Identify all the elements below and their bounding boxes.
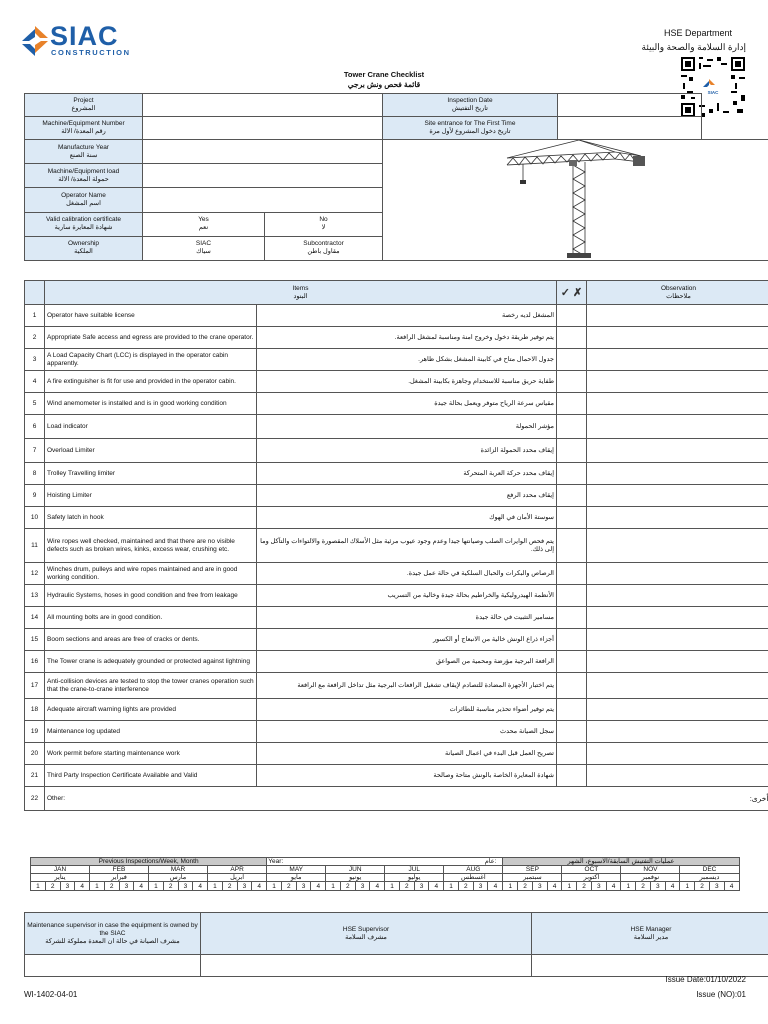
observation-cell[interactable] [587, 607, 768, 629]
row-number: 21 [25, 765, 45, 787]
week-cell[interactable]: 3 [119, 882, 134, 891]
week-cell[interactable]: 4 [429, 882, 444, 891]
month-label-ar: فبراير [90, 874, 149, 882]
item-text-ar: الأنظمة الهيدروليكية والخراطيم بحالة جيدة وخالية من التسريب [257, 585, 557, 607]
week-cell[interactable]: 1 [503, 882, 518, 891]
week-cell[interactable]: 3 [178, 882, 193, 891]
row-number: 1 [25, 305, 45, 327]
project-field[interactable] [143, 94, 383, 117]
item-text-en: A fire extinguisher is fit for use and provided in the operator cabin. [45, 371, 257, 393]
row-number: 16 [25, 651, 45, 673]
week-cell[interactable]: 1 [326, 882, 341, 891]
ownership-siac-option[interactable]: SIAC سياك [143, 236, 265, 260]
observation-cell[interactable] [587, 327, 768, 349]
observation-cell[interactable] [587, 585, 768, 607]
machine-number-field[interactable] [143, 117, 383, 140]
month-label: JAN [31, 866, 90, 874]
week-cell[interactable]: 4 [547, 882, 562, 891]
item-text-ar: شهادة المعايرة الخاصة بالونش متاحة وصالحة [257, 765, 557, 787]
week-cell[interactable]: 4 [665, 882, 680, 891]
week-cell[interactable]: 3 [355, 882, 370, 891]
item-text-en: Hoisting Limiter [45, 485, 257, 507]
row-number: 10 [25, 507, 45, 529]
item-text-en: Maintenance log updated [45, 721, 257, 743]
item-text-en: Anti-collision devices are tested to stop the tower cranes operation such that the crane-to-crane interference [45, 673, 257, 699]
year-label-ar: عام: [484, 858, 497, 865]
check-cell[interactable] [557, 439, 587, 463]
row-number: 4 [25, 371, 45, 393]
tower-crane-icon [383, 140, 768, 258]
week-cell[interactable]: 2 [281, 882, 296, 891]
checklist-row [25, 721, 768, 743]
item-text-ar: إيقاف محدد الرفع [257, 485, 557, 507]
week-cell[interactable]: 3 [709, 882, 724, 891]
week-cell[interactable]: 3 [532, 882, 547, 891]
item-text-ar: سجل الصيانة محدث [257, 721, 557, 743]
inspection-date-label: Inspection Date تاريخ التفتيش [383, 94, 558, 117]
item-text-ar: مقياس سرعة الرياح متوفر ويعمل بحالة جيدة [257, 393, 557, 415]
calibration-yes-option[interactable]: Yes نعم [143, 212, 265, 236]
checklist-row [25, 673, 768, 699]
check-cell[interactable] [557, 585, 587, 607]
checklist-row [25, 585, 768, 607]
observation-cell[interactable] [587, 415, 768, 439]
checklist-row [25, 507, 768, 529]
month-label-ar: ديسمبر [680, 874, 739, 882]
item-text-en: The Tower crane is adequately grounded or protected against lightning [45, 651, 257, 673]
check-cell[interactable] [557, 765, 587, 787]
check-cell[interactable] [557, 529, 587, 563]
item-text-en: Boom sections and areas are free of cracks or dents. [45, 629, 257, 651]
item-text-en: All mounting bolts are in good condition. [45, 607, 257, 629]
tick-icon: ✓ [560, 286, 570, 299]
logo-subtitle: CONSTRUCTION [51, 48, 131, 57]
week-cell[interactable]: 4 [252, 882, 267, 891]
site-entrance-label: Site entrance for The First Time تاريخ دخول المشروع لأول مرة [383, 117, 558, 140]
checklist-row-other [25, 787, 768, 811]
week-cell[interactable]: 4 [488, 882, 503, 891]
project-label: Project المشروع [25, 94, 143, 117]
row-number: 9 [25, 485, 45, 507]
previous-inspections-title: Previous Inspections/Week, Month [31, 858, 267, 866]
week-cell[interactable]: 2 [577, 882, 592, 891]
manufacture-year-label: Manufacture Year سنة الصنع [25, 140, 143, 164]
month-label-ar: يونيو [326, 874, 385, 882]
week-cell[interactable]: 3 [296, 882, 311, 891]
week-cell[interactable]: 1 [621, 882, 636, 891]
other-label-ar: أخرى: [257, 787, 768, 811]
item-text-en: Winches drum, pulleys and wire ropes maintained and are in good working condition. [45, 563, 257, 585]
item-text-en: Hydraulic Systems, hoses in good condition and free from leakage [45, 585, 257, 607]
item-text-en: Appropriate Safe access and egress are provided to the crane operator. [45, 327, 257, 349]
check-cell[interactable] [557, 743, 587, 765]
item-text-en: Load indicator [45, 415, 257, 439]
month-label: FEB [90, 866, 149, 874]
week-cell[interactable]: 2 [45, 882, 60, 891]
month-label-ar: اغسطس [444, 874, 503, 882]
week-cell[interactable]: 3 [650, 882, 665, 891]
month-label-ar: اكتوبر [562, 874, 621, 882]
row-number: 11 [25, 529, 45, 563]
week-cell[interactable]: 4 [311, 882, 326, 891]
week-cell[interactable]: 2 [636, 882, 651, 891]
check-cell[interactable] [557, 305, 587, 327]
year-label-en: Year: [268, 858, 284, 865]
checklist-row [25, 327, 768, 349]
observation-cell[interactable] [587, 463, 768, 485]
observation-cell[interactable] [587, 349, 768, 371]
hse-manager-label: HSE Manager مدير السلامة [532, 913, 768, 955]
week-cell[interactable]: 4 [370, 882, 385, 891]
week-cell[interactable]: 1 [90, 882, 105, 891]
week-cell[interactable]: 2 [163, 882, 178, 891]
row-number: 7 [25, 439, 45, 463]
row-number: 14 [25, 607, 45, 629]
hse-manager-signature-field[interactable] [532, 955, 768, 977]
month-label: SEP [503, 866, 562, 874]
item-text-ar: يتم فحص الوايرات الصلب وصيانتها جيدا وعدم وجود عيوب مرئية مثل الأسلاك المقصورة والالتواءات والتآكل وما إلى ذلك. [257, 529, 557, 563]
row-number: 20 [25, 743, 45, 765]
observation-cell[interactable] [587, 629, 768, 651]
check-cell[interactable] [557, 415, 587, 439]
month-label: MAY [267, 866, 326, 874]
month-label: JUN [326, 866, 385, 874]
calibration-label: Valid calibration certificate شهادة المعايرة سارية [25, 212, 143, 236]
signatures-table [24, 912, 768, 977]
observation-cell[interactable] [587, 371, 768, 393]
check-cell[interactable] [557, 393, 587, 415]
item-text-ar: يتم اختبار الأجهزة المضادة للتصادم لإيقاف تشغيل الرافعات البرجية مثل تداخل الرافعة مع الرافعة [257, 673, 557, 699]
month-label-ar: يوليو [385, 874, 444, 882]
item-text-ar: إيقاف محدد الحمولة الزائدة [257, 439, 557, 463]
row-number: 15 [25, 629, 45, 651]
week-cell[interactable]: 1 [267, 882, 282, 891]
crane-illustration [383, 140, 768, 261]
week-cell[interactable]: 1 [680, 882, 695, 891]
item-text-en: Wire ropes well checked, maintained and that there are no visible defects such as broken wires, kinks, excess wear, crushing etc. [45, 529, 257, 563]
week-cell[interactable]: 1 [149, 882, 164, 891]
week-cell[interactable]: 2 [458, 882, 473, 891]
month-label: MAR [149, 866, 208, 874]
week-cell[interactable]: 4 [75, 882, 90, 891]
issue-date: Issue Date:01/10/2022 [665, 975, 746, 984]
checklist-row [25, 349, 768, 371]
week-cell[interactable]: 1 [31, 882, 46, 891]
document-code: WI-1402-04-01 [24, 990, 78, 999]
info-table [24, 93, 768, 261]
month-label: JUL [385, 866, 444, 874]
checklist-row [25, 305, 768, 327]
observation-header: Observation ملاحظات [587, 281, 768, 305]
checklist-row [25, 629, 768, 651]
month-label-ar: نوفمبر [621, 874, 680, 882]
row-number: 19 [25, 721, 45, 743]
month-label: DEC [680, 866, 739, 874]
checklist-row [25, 563, 768, 585]
observation-cell[interactable] [587, 651, 768, 673]
maintenance-supervisor-signature-field[interactable] [25, 955, 201, 977]
department-ar: إدارة السلامة والصحة والبيئة [641, 42, 746, 52]
siac-logo-mark-icon [22, 26, 48, 56]
check-cell[interactable] [557, 629, 587, 651]
manufacture-year-field[interactable] [143, 140, 383, 164]
row-number: 18 [25, 699, 45, 721]
site-entrance-field[interactable] [558, 117, 702, 140]
row-number: 22 [25, 787, 45, 811]
form-title-en: Tower Crane Checklist [343, 70, 425, 79]
logo-name: SIAC [50, 21, 119, 51]
row-number: 8 [25, 463, 45, 485]
cross-icon: ✗ [573, 286, 583, 299]
item-text-en: Third Party Inspection Certificate Available and Valid [45, 765, 257, 787]
item-text-ar: المشغل لديه رخصة [257, 305, 557, 327]
hse-supervisor-label: HSE Supervisor مشرف السلامة [201, 913, 532, 955]
check-cell[interactable] [557, 507, 587, 529]
observation-cell[interactable] [587, 743, 768, 765]
check-cell[interactable] [557, 607, 587, 629]
observation-cell[interactable] [587, 721, 768, 743]
check-cell[interactable] [557, 651, 587, 673]
checklist-row [25, 393, 768, 415]
ownership-label: Ownership الملكية [25, 236, 143, 260]
month-label: AUG [444, 866, 503, 874]
week-cell[interactable]: 3 [60, 882, 75, 891]
item-text-ar: طفاية حريق مناسبة للاستخدام وجاهزة بكابينة المشغل. [257, 371, 557, 393]
inspection-date-field[interactable] [558, 94, 702, 117]
item-text-ar: إيقاف محدد حركة العربة المتحركة [257, 463, 557, 485]
form-title-ar: قائمة فحص ونش برجي [347, 80, 421, 89]
equipment-load-field[interactable] [143, 164, 383, 188]
row-number: 3 [25, 349, 45, 371]
week-cell[interactable]: 3 [414, 882, 429, 891]
observation-cell[interactable] [587, 563, 768, 585]
item-text-en: Adequate aircraft warning lights are provided [45, 699, 257, 721]
checklist-row [25, 371, 768, 393]
check-cell[interactable] [557, 349, 587, 371]
year-field[interactable] [267, 858, 503, 866]
row-number: 2 [25, 327, 45, 349]
month-label: APR [208, 866, 267, 874]
item-text-ar: مسامير التثبيت في حالة جيدة [257, 607, 557, 629]
observation-cell[interactable] [587, 393, 768, 415]
item-text-en: Work permit before starting maintenance work [45, 743, 257, 765]
other-label: Other: [45, 787, 257, 811]
observation-cell[interactable] [587, 673, 768, 699]
row-number: 13 [25, 585, 45, 607]
check-cell[interactable] [557, 699, 587, 721]
row-number: 17 [25, 673, 45, 699]
ownership-subcontractor-option[interactable]: Subcontractor مقاول باطن [265, 236, 383, 260]
month-label-ar: سبتمبر [503, 874, 562, 882]
week-cell[interactable]: 4 [606, 882, 621, 891]
check-cell[interactable] [557, 327, 587, 349]
check-cell[interactable] [557, 371, 587, 393]
check-cell[interactable] [557, 563, 587, 585]
operator-name-label: Operator Name اسم المشغل [25, 188, 143, 212]
issue-number: Issue (NO):01 [696, 990, 746, 999]
checklist-number-header [25, 281, 45, 305]
item-text-en: A Load Capacity Chart (LCC) is displayed in the operator cabin apparently. [45, 349, 257, 371]
checklist-row [25, 415, 768, 439]
company-logo [22, 21, 152, 58]
checklist-row [25, 529, 768, 563]
week-cell[interactable]: 4 [724, 882, 739, 891]
calibration-no-option[interactable]: No لا [265, 212, 383, 236]
equipment-load-label: Machine/Equipment load حمولة المعدة/ الالة [25, 164, 143, 188]
row-number: 6 [25, 415, 45, 439]
check-cell[interactable] [557, 673, 587, 699]
week-cell[interactable]: 2 [340, 882, 355, 891]
item-text-ar: سوستة الأمان في الهوك [257, 507, 557, 529]
item-text-en: Wind anemometer is installed and is in good working condition [45, 393, 257, 415]
item-text-ar: الرصاص والبكرات والحبال السلكية في حالة عمل جيدة. [257, 563, 557, 585]
checklist-table [24, 280, 768, 811]
week-cell[interactable]: 2 [104, 882, 119, 891]
checklist-row [25, 743, 768, 765]
row-number: 5 [25, 393, 45, 415]
observation-cell[interactable] [587, 305, 768, 327]
previous-inspections-title-ar: عمليات التفتيش السابقة/الاسبوع، الشهر [503, 858, 739, 866]
week-cell[interactable]: 3 [591, 882, 606, 891]
item-text-en: Safety latch in hook [45, 507, 257, 529]
checklist-row [25, 485, 768, 507]
month-label: NOV [621, 866, 680, 874]
checklist-row [25, 651, 768, 673]
week-cell[interactable]: 4 [134, 882, 149, 891]
week-cell[interactable]: 1 [208, 882, 223, 891]
hse-supervisor-signature-field[interactable] [201, 955, 532, 977]
checklist-row [25, 699, 768, 721]
item-text-en: Operator have suitable license [45, 305, 257, 327]
month-label-ar: يناير [31, 874, 90, 882]
month-label-ar: مايو [267, 874, 326, 882]
qr-label: SIAC [707, 90, 719, 95]
week-cell[interactable]: 2 [518, 882, 533, 891]
checklist-row [25, 463, 768, 485]
observation-cell[interactable] [587, 439, 768, 463]
machine-number-label: Machine/Equipment Number رقم المعدة/ الالة [25, 117, 143, 140]
week-cell[interactable]: 1 [385, 882, 400, 891]
observation-cell[interactable] [587, 699, 768, 721]
month-label-ar: ابريل [208, 874, 267, 882]
observation-cell[interactable] [587, 507, 768, 529]
checklist-row [25, 439, 768, 463]
month-label: OCT [562, 866, 621, 874]
item-text-ar: الرافعة البرجية مؤرضة ومحمية من الصواعق [257, 651, 557, 673]
previous-inspections-table [30, 857, 740, 891]
item-text-en: Trolley Travelling limiter [45, 463, 257, 485]
check-cell[interactable] [557, 721, 587, 743]
item-text-ar: مؤشر الحمولة [257, 415, 557, 439]
observation-cell[interactable] [587, 765, 768, 787]
week-cell[interactable]: 3 [473, 882, 488, 891]
maintenance-supervisor-label: Maintenance supervisor in case the equipment is owned by the SIAC مشرف الصيانة في حالة ان المعدة مملوكة للشركة [25, 913, 201, 955]
items-header: Items البنود [45, 281, 557, 305]
checklist-row [25, 607, 768, 629]
check-header [557, 281, 587, 305]
week-cell[interactable]: 1 [444, 882, 459, 891]
check-cell[interactable] [557, 485, 587, 507]
row-number: 12 [25, 563, 45, 585]
item-text-ar: جدول الاحمال متاح في كابينة المشغل بشكل ظاهر. [257, 349, 557, 371]
week-cell[interactable]: 3 [237, 882, 252, 891]
operator-name-field[interactable] [143, 188, 383, 212]
week-cell[interactable]: 2 [399, 882, 414, 891]
item-text-ar: أجزاء ذراع الونش خالية من الانبعاج أو الكسور [257, 629, 557, 651]
month-label-ar: مارس [149, 874, 208, 882]
observation-cell[interactable] [587, 485, 768, 507]
check-cell[interactable] [557, 463, 587, 485]
week-cell[interactable]: 2 [222, 882, 237, 891]
week-cell[interactable]: 1 [562, 882, 577, 891]
item-text-ar: يتم توفير طريقة دخول وخروج امنة ومناسبة لمشغل الرافعة. [257, 327, 557, 349]
week-cell[interactable]: 2 [695, 882, 710, 891]
week-cell[interactable]: 4 [193, 882, 208, 891]
item-text-ar: تصريح العمل قبل البدء في اعمال الصيانة [257, 743, 557, 765]
checklist-row [25, 765, 768, 787]
item-text-en: Overload Limiter [45, 439, 257, 463]
department-en: HSE Department [663, 28, 732, 38]
item-text-ar: يتم توفير أضواء تحذير مناسبة للطائرات [257, 699, 557, 721]
observation-cell[interactable] [587, 529, 768, 563]
